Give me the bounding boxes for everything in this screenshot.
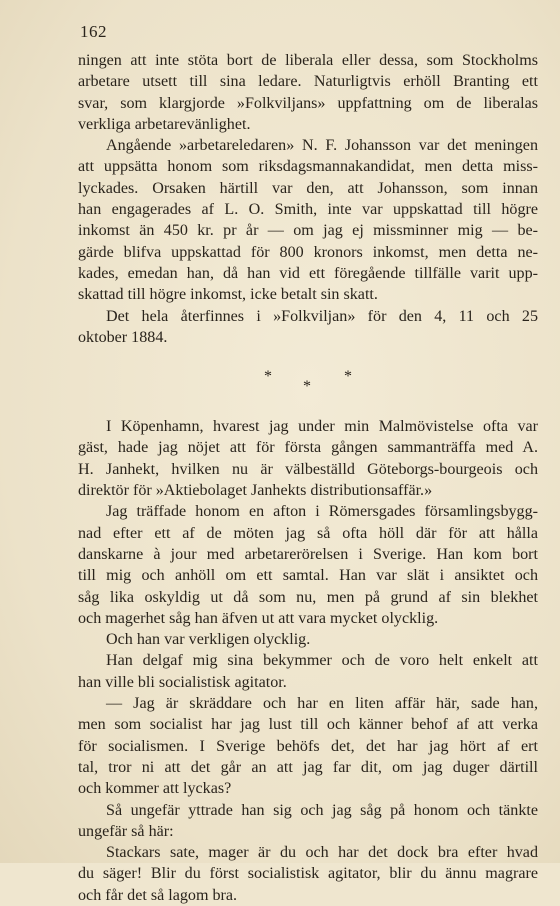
text-line: H. Janhekt, hvilken nu är välbeställd Göteborgs-bourgeois och — [78, 460, 538, 478]
text-line: lyckades. Orsaken härtill var den, att Johansson, som innan — [78, 179, 538, 197]
paragraph-branting — [78, 50, 538, 135]
text-line: du säger! Blir du först socialistisk agitator, blir du ännu magrare — [78, 865, 538, 883]
text-line: svar, som klargjorde »Folkviljans» uppfattning om de liberalas — [78, 94, 538, 112]
text-line: Han delgaf mig sina bekymmer och de voro helt enkelt att — [106, 652, 538, 670]
text-line: danskarne à jour med arbetarerörelsen i Sverige. Han kom bort — [78, 545, 538, 563]
text-line: verkliga arbetarevänlighet. — [78, 115, 251, 133]
paragraph-ungefar — [78, 800, 538, 843]
separator-asterisk: * — [344, 368, 352, 386]
separator-asterisk: * — [264, 368, 272, 386]
text-line: han engagerades af L. O. Smith, inte var uppskattad till högre — [78, 201, 538, 219]
page-body — [78, 50, 538, 906]
paragraph-romersgade — [78, 501, 538, 629]
section-separator — [78, 366, 538, 394]
text-line: att uppsätta honom som riksdagsmannakandidat, men detta miss- — [78, 158, 538, 176]
page-number: 162 — [80, 22, 107, 41]
text-line: direktör för »Aktiebolaget Janhekts distributionsaffär.» — [78, 482, 433, 500]
text-line: oktober 1884. — [78, 328, 168, 346]
text-line: kades, emedan han, då han vid ett föregående tillfälle varit upp- — [78, 264, 538, 282]
text-line: Angående »arbetareledaren» N. F. Johansson var det meningen — [106, 137, 538, 155]
text-line: Så ungefär yttrade han sig och jag såg på honom och tänkte — [106, 801, 538, 819]
text-line: Jag träffade honom en afton i Römersgades församlingsbygg- — [106, 503, 538, 521]
text-line: han ville bli socialistisk agitator. — [78, 673, 287, 691]
text-line: inkomst än 450 kr. pr år — om jag ej missminner mig — be- — [78, 222, 538, 240]
text-line: Det hela återfinnes i »Folkviljan» för den 4, 11 och 25 — [106, 307, 538, 325]
text-line: ungefär så här: — [78, 822, 174, 840]
text-line: — Jag är skräddare och har en liten affär här, sade han, — [106, 695, 538, 713]
text-line: ningen att inte stöta bort de liberala eller dessa, som Stockholms — [78, 52, 538, 69]
text-line: såg lika oskyldig ut då som nu, men på grund af sin blekhet — [78, 588, 538, 606]
text-line: skattad till högre inkomst, icke betalt sin skatt. — [78, 286, 378, 304]
paragraph-bekymmer — [78, 650, 538, 693]
text-line: gäst, hade jag nöjet att för första gången sammanträffa med A. — [78, 439, 538, 457]
text-line: gärde blifva uppskattad för 800 kronors inkomst, men detta ne- — [78, 243, 538, 261]
paragraph-kopenhamn — [78, 416, 538, 501]
text-line: och får det så lagom bra. — [78, 886, 238, 904]
text-line: nad efter ett af de möten jag så ofta höll där för att hålla — [78, 524, 538, 542]
text-line: och magerhet såg han äfven ut att vara mycket olycklig. — [78, 609, 439, 627]
text-line: för socialismen. I Sverige behöfs det, det har jag hört af ert — [78, 737, 538, 755]
paragraph-johansson — [78, 135, 538, 305]
paragraph-folkviljan — [78, 306, 538, 349]
text-line: och kommer att lyckas? — [78, 780, 232, 798]
text-line: till mig och anhöll om ett samtal. Han var slät i ansiktet och — [78, 567, 538, 585]
text-line: men som socialist har jag lust till och känner behof af att verka — [78, 716, 538, 734]
text-line: tal, tror ni att det går an att jag far dit, om jag duger därtill — [78, 758, 538, 776]
paragraph-skraddare — [78, 693, 538, 799]
text-line: I Köpenhamn, hvarest jag under min Malmövistelse ofta var — [106, 418, 538, 436]
text-line: arbetare utsett till sina ledare. Naturligtvis erhöll Branting ett — [78, 73, 538, 91]
text-line: Och han var verkligen olycklig. — [106, 631, 311, 649]
paragraph-stackars — [78, 842, 538, 906]
paragraph-olycklig — [78, 629, 538, 650]
text-line: Stackars sate, mager är du och har det dock bra efter hvad — [106, 844, 538, 862]
separator-asterisk: * — [303, 378, 311, 396]
